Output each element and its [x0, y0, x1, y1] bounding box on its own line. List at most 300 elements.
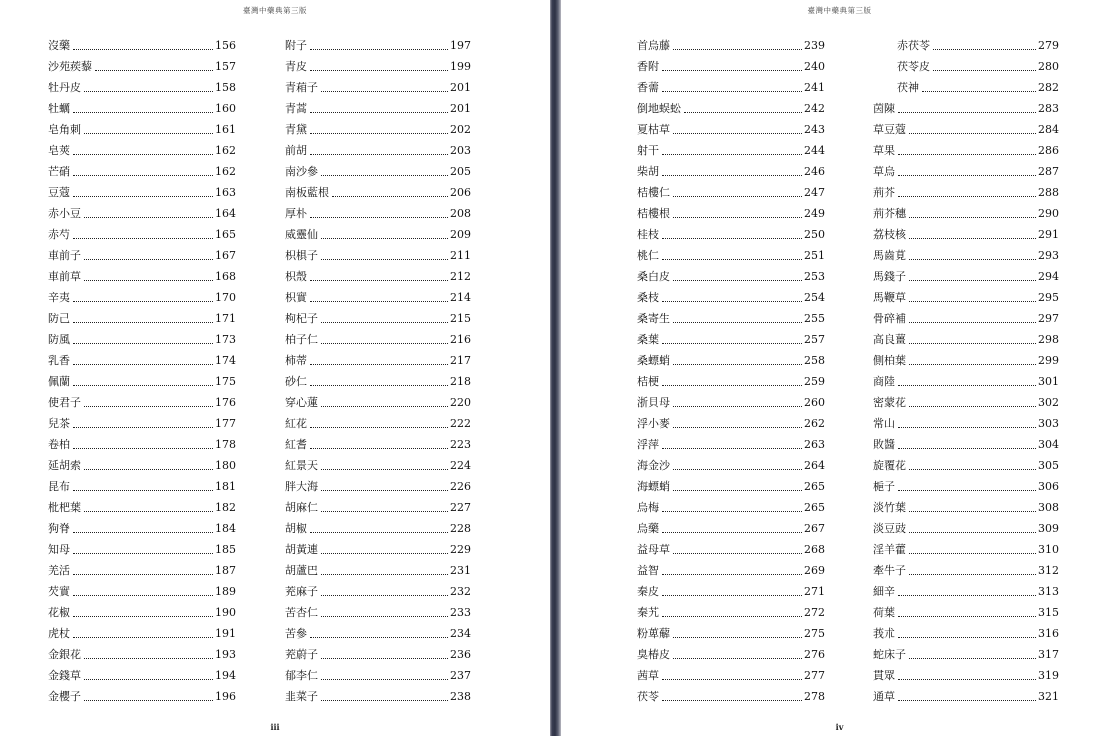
entry-name: 沒藥: [48, 39, 70, 52]
entry-name: 荔枝核: [873, 228, 906, 241]
entry-page-number: 294: [1038, 270, 1059, 283]
running-header: 臺灣中藥典第三版: [807, 6, 872, 15]
dot-leader: [898, 637, 1036, 638]
entry-page-number: 191: [215, 627, 236, 640]
page-number: iii: [270, 722, 280, 732]
toc-entry[interactable]: [48, 329, 236, 350]
toc-entry[interactable]: [285, 98, 471, 119]
entry-page-number: 182: [215, 501, 236, 514]
toc-entry[interactable]: [873, 581, 1059, 602]
toc-entry[interactable]: [873, 266, 1059, 287]
toc-entry[interactable]: [48, 560, 236, 581]
entry-name: 辛夷: [48, 291, 70, 304]
entry-page-number: 193: [215, 648, 236, 661]
entry-page-number: 196: [215, 690, 236, 703]
entry-name: 密蒙花: [873, 396, 906, 409]
entry-name: 秦艽: [637, 606, 659, 619]
entry-page-number: 175: [215, 375, 236, 388]
toc-entry[interactable]: [873, 140, 1059, 161]
toc-entry[interactable]: [48, 665, 236, 686]
toc-entry[interactable]: [48, 518, 236, 539]
toc-entry[interactable]: [873, 518, 1059, 539]
toc-entry[interactable]: [873, 119, 1059, 140]
entry-page-number: 284: [1038, 123, 1059, 136]
dot-leader: [673, 658, 802, 659]
toc-entry[interactable]: [637, 686, 825, 707]
entry-page-number: 295: [1038, 291, 1059, 304]
toc-entry[interactable]: [637, 413, 825, 434]
entry-page-number: 162: [215, 165, 236, 178]
toc-entry[interactable]: [637, 476, 825, 497]
entry-name: 敗醬: [873, 438, 895, 451]
toc-entry[interactable]: [637, 497, 825, 518]
entry-page-number: 291: [1038, 228, 1059, 241]
entry-name: 紅花: [285, 417, 307, 430]
toc-entry[interactable]: [873, 686, 1059, 707]
entry-page-number: 279: [1038, 39, 1059, 52]
dot-leader: [684, 112, 802, 113]
dot-leader: [673, 322, 802, 323]
toc-entry[interactable]: [873, 35, 1059, 56]
entry-name: 赤芍: [48, 228, 70, 241]
toc-entry[interactable]: [48, 623, 236, 644]
toc-entry[interactable]: [48, 119, 236, 140]
toc-entry[interactable]: [285, 602, 471, 623]
entry-page-number: 288: [1038, 186, 1059, 199]
dot-leader: [321, 658, 448, 659]
dot-leader: [73, 553, 213, 554]
toc-entry[interactable]: [285, 665, 471, 686]
entry-page-number: 228: [450, 522, 471, 535]
toc-entry[interactable]: [637, 329, 825, 350]
toc-entry[interactable]: [637, 140, 825, 161]
toc-entry[interactable]: [637, 287, 825, 308]
dot-leader: [321, 322, 448, 323]
toc-entry[interactable]: [637, 434, 825, 455]
toc-entry[interactable]: [873, 392, 1059, 413]
entry-page-number: 298: [1038, 333, 1059, 346]
entry-page-number: 185: [215, 543, 236, 556]
toc-entry[interactable]: [873, 434, 1059, 455]
dot-leader: [933, 70, 1036, 71]
toc-entry[interactable]: [285, 245, 471, 266]
toc-entry[interactable]: [285, 686, 471, 707]
entry-name: 乳香: [48, 354, 70, 367]
entry-page-number: 283: [1038, 102, 1059, 115]
toc-entry[interactable]: [873, 476, 1059, 497]
dot-leader: [321, 574, 448, 575]
toc-entry[interactable]: [285, 434, 471, 455]
toc-entry[interactable]: [637, 308, 825, 329]
entry-page-number: 220: [450, 396, 471, 409]
page-number: iv: [835, 722, 844, 732]
entry-name: 紅耆: [285, 438, 307, 451]
dot-leader: [898, 175, 1036, 176]
toc-entry[interactable]: [637, 560, 825, 581]
entry-page-number: 157: [215, 60, 236, 73]
toc-entry[interactable]: [285, 287, 471, 308]
entry-page-number: 160: [215, 102, 236, 115]
entry-name: 牡蠣: [48, 102, 70, 115]
entry-name: 防己: [48, 312, 70, 325]
toc-entry[interactable]: [48, 602, 236, 623]
entry-page-number: 271: [804, 585, 825, 598]
entry-name: 胖大海: [285, 480, 318, 493]
dot-leader: [898, 490, 1036, 491]
entry-page-number: 255: [804, 312, 825, 325]
toc-entry[interactable]: [873, 602, 1059, 623]
entry-page-number: 234: [450, 627, 471, 640]
dot-leader: [73, 175, 213, 176]
entry-name: 茯神: [897, 81, 919, 94]
dot-leader: [84, 658, 213, 659]
toc-entry[interactable]: [48, 161, 236, 182]
entry-page-number: 293: [1038, 249, 1059, 262]
entry-page-number: 264: [804, 459, 825, 472]
toc-entry[interactable]: [48, 455, 236, 476]
toc-entry[interactable]: [285, 56, 471, 77]
toc-entry[interactable]: [285, 182, 471, 203]
dot-leader: [662, 532, 802, 533]
dot-leader: [310, 133, 448, 134]
toc-entry[interactable]: [637, 539, 825, 560]
toc-entry[interactable]: [48, 140, 236, 161]
toc-entry[interactable]: [48, 413, 236, 434]
dot-leader: [898, 448, 1036, 449]
toc-entry[interactable]: [637, 35, 825, 56]
toc-entry[interactable]: [285, 308, 471, 329]
dot-leader: [909, 133, 1036, 134]
toc-entry[interactable]: [637, 266, 825, 287]
entry-name: 通草: [873, 690, 895, 703]
entry-name: 羌活: [48, 564, 70, 577]
entry-page-number: 238: [450, 690, 471, 703]
dot-leader: [662, 511, 802, 512]
entry-page-number: 302: [1038, 396, 1059, 409]
toc-entry[interactable]: [873, 497, 1059, 518]
entry-name: 浙貝母: [637, 396, 670, 409]
dot-leader: [909, 259, 1036, 260]
entry-page-number: 277: [804, 669, 825, 682]
toc-entry[interactable]: [637, 665, 825, 686]
entry-name: 馬鞭草: [873, 291, 906, 304]
entry-name: 草豆蔻: [873, 123, 906, 136]
entry-name: 側柏葉: [873, 354, 906, 367]
toc-entry[interactable]: [637, 56, 825, 77]
dot-leader: [73, 616, 213, 617]
entry-name: 車前草: [48, 270, 81, 283]
toc-entry[interactable]: [637, 602, 825, 623]
entry-name: 臭椿皮: [637, 648, 670, 661]
entry-page-number: 287: [1038, 165, 1059, 178]
toc-entry[interactable]: [48, 371, 236, 392]
toc-entry[interactable]: [48, 77, 236, 98]
toc-entry[interactable]: [285, 497, 471, 518]
dot-leader: [662, 238, 802, 239]
dot-leader: [898, 679, 1036, 680]
dot-leader: [673, 364, 802, 365]
dot-leader: [310, 385, 448, 386]
toc-entry[interactable]: [48, 182, 236, 203]
dot-leader: [909, 658, 1036, 659]
toc-entry[interactable]: [637, 581, 825, 602]
toc-entry[interactable]: [637, 224, 825, 245]
toc-entry[interactable]: [873, 98, 1059, 119]
toc-entry[interactable]: [285, 119, 471, 140]
dot-leader: [909, 343, 1036, 344]
dot-leader: [898, 616, 1036, 617]
entry-page-number: 239: [804, 39, 825, 52]
toc-entry[interactable]: [48, 35, 236, 56]
dot-leader: [84, 700, 213, 701]
entry-name: 浮萍: [637, 438, 659, 451]
toc-entry[interactable]: [48, 581, 236, 602]
toc-entry[interactable]: [285, 266, 471, 287]
toc-entry[interactable]: [873, 287, 1059, 308]
dot-leader: [73, 49, 213, 50]
toc-entry[interactable]: [285, 224, 471, 245]
entry-page-number: 222: [450, 417, 471, 430]
entry-page-number: 197: [450, 39, 471, 52]
toc-entry[interactable]: [873, 161, 1059, 182]
dot-leader: [909, 406, 1036, 407]
toc-entry[interactable]: [48, 539, 236, 560]
toc-entry[interactable]: [48, 308, 236, 329]
toc-entry[interactable]: [285, 140, 471, 161]
toc-entry[interactable]: [48, 392, 236, 413]
toc-entry[interactable]: [873, 245, 1059, 266]
dot-leader: [73, 364, 213, 365]
toc-entry[interactable]: [48, 245, 236, 266]
entry-name: 韭菜子: [285, 690, 318, 703]
toc-entry[interactable]: [48, 287, 236, 308]
dot-leader: [673, 490, 802, 491]
dot-leader: [73, 112, 213, 113]
toc-entry[interactable]: [637, 161, 825, 182]
entry-page-number: 163: [215, 186, 236, 199]
entry-page-number: 282: [1038, 81, 1059, 94]
entry-page-number: 275: [804, 627, 825, 640]
entry-name: 梔子: [873, 480, 895, 493]
toc-entry[interactable]: [637, 392, 825, 413]
dot-leader: [662, 616, 802, 617]
toc-entry[interactable]: [873, 308, 1059, 329]
dot-leader: [310, 364, 448, 365]
toc-entry[interactable]: [873, 56, 1059, 77]
entry-page-number: 267: [804, 522, 825, 535]
toc-entry[interactable]: [637, 77, 825, 98]
entry-page-number: 205: [450, 165, 471, 178]
toc-entry[interactable]: [285, 539, 471, 560]
toc-entry[interactable]: [873, 182, 1059, 203]
dot-leader: [84, 133, 213, 134]
entry-name: 桃仁: [637, 249, 659, 262]
dot-leader: [73, 322, 213, 323]
toc-entry[interactable]: [285, 476, 471, 497]
entry-name: 金錢草: [48, 669, 81, 682]
toc-entry[interactable]: [285, 560, 471, 581]
dot-leader: [84, 469, 213, 470]
entry-name: 香附: [637, 60, 659, 73]
toc-entry[interactable]: [637, 371, 825, 392]
dot-leader: [662, 343, 802, 344]
toc-entry[interactable]: [285, 203, 471, 224]
entry-name: 桔梗: [637, 375, 659, 388]
entry-page-number: 201: [450, 102, 471, 115]
toc-entry[interactable]: [637, 182, 825, 203]
toc-entry[interactable]: [285, 350, 471, 371]
entry-name: 桔樓根: [637, 207, 670, 220]
toc-entry[interactable]: [637, 644, 825, 665]
toc-entry[interactable]: [48, 56, 236, 77]
entry-name: 皂角刺: [48, 123, 81, 136]
entry-name: 知母: [48, 543, 70, 556]
entry-page-number: 290: [1038, 207, 1059, 220]
toc-entry[interactable]: [285, 413, 471, 434]
toc-entry[interactable]: [873, 413, 1059, 434]
dot-leader: [321, 91, 448, 92]
toc-entry[interactable]: [285, 35, 471, 56]
dot-leader: [898, 427, 1036, 428]
entry-name: 海金沙: [637, 459, 670, 472]
toc-column: [48, 35, 236, 707]
toc-entry[interactable]: [285, 518, 471, 539]
entry-page-number: 168: [215, 270, 236, 283]
toc-entry[interactable]: [285, 644, 471, 665]
toc-entry[interactable]: [873, 644, 1059, 665]
toc-entry[interactable]: [873, 560, 1059, 581]
toc-entry[interactable]: [637, 98, 825, 119]
entry-page-number: 202: [450, 123, 471, 136]
toc-entry[interactable]: [637, 518, 825, 539]
entry-page-number: 174: [215, 354, 236, 367]
entry-page-number: 244: [804, 144, 825, 157]
entry-page-number: 203: [450, 144, 471, 157]
entry-page-number: 304: [1038, 438, 1059, 451]
entry-page-number: 218: [450, 375, 471, 388]
entry-name: 苦參: [285, 627, 307, 640]
entry-name: 桂枝: [637, 228, 659, 241]
entry-name: 桔樓仁: [637, 186, 670, 199]
toc-entry[interactable]: [873, 371, 1059, 392]
dot-leader: [662, 679, 802, 680]
entry-name: 柿蒂: [285, 354, 307, 367]
entry-page-number: 265: [804, 480, 825, 493]
dot-leader: [933, 49, 1036, 50]
toc-entry[interactable]: [873, 350, 1059, 371]
entry-name: 胡麻仁: [285, 501, 318, 514]
toc-entry[interactable]: [285, 455, 471, 476]
entry-page-number: 241: [804, 81, 825, 94]
entry-name: 穿心蓮: [285, 396, 318, 409]
toc-entry[interactable]: [48, 686, 236, 707]
dot-leader: [84, 259, 213, 260]
toc-entry[interactable]: [637, 350, 825, 371]
entry-name: 使君子: [48, 396, 81, 409]
toc-entry[interactable]: [48, 266, 236, 287]
dot-leader: [321, 175, 448, 176]
toc-entry[interactable]: [873, 455, 1059, 476]
toc-entry[interactable]: [48, 203, 236, 224]
toc-entry[interactable]: [873, 224, 1059, 245]
entry-page-number: 223: [450, 438, 471, 451]
dot-leader: [310, 112, 448, 113]
toc-entry[interactable]: [48, 644, 236, 665]
toc-entry[interactable]: [48, 497, 236, 518]
dot-leader: [898, 595, 1036, 596]
entry-name: 首烏藤: [637, 39, 670, 52]
toc-entry[interactable]: [873, 329, 1059, 350]
toc-entry[interactable]: [285, 371, 471, 392]
dot-leader: [909, 238, 1036, 239]
toc-entry[interactable]: [873, 203, 1059, 224]
entry-name: 金櫻子: [48, 690, 81, 703]
entry-page-number: 173: [215, 333, 236, 346]
entry-page-number: 156: [215, 39, 236, 52]
toc-entry[interactable]: [48, 434, 236, 455]
dot-leader: [310, 217, 448, 218]
dot-leader: [321, 259, 448, 260]
toc-entry[interactable]: [873, 539, 1059, 560]
toc-entry[interactable]: [285, 392, 471, 413]
entry-page-number: 280: [1038, 60, 1059, 73]
toc-entry[interactable]: [873, 77, 1059, 98]
dot-leader: [73, 196, 213, 197]
dot-leader: [321, 595, 448, 596]
dot-leader: [73, 385, 213, 386]
toc-entry[interactable]: [285, 329, 471, 350]
dot-leader: [673, 196, 802, 197]
dot-leader: [310, 301, 448, 302]
entry-page-number: 216: [450, 333, 471, 346]
entry-name: 淫羊藿: [873, 543, 906, 556]
toc-entry[interactable]: [637, 245, 825, 266]
entry-page-number: 254: [804, 291, 825, 304]
entry-page-number: 297: [1038, 312, 1059, 325]
toc-entry[interactable]: [285, 581, 471, 602]
dot-leader: [321, 343, 448, 344]
toc-entry[interactable]: [48, 98, 236, 119]
entry-page-number: 313: [1038, 585, 1059, 598]
entry-name: 郁李仁: [285, 669, 318, 682]
toc-entry[interactable]: [285, 623, 471, 644]
entry-name: 莪朮: [873, 627, 895, 640]
entry-page-number: 240: [804, 60, 825, 73]
toc-entry[interactable]: [637, 623, 825, 644]
toc-entry[interactable]: [637, 203, 825, 224]
dot-leader: [321, 511, 448, 512]
entry-name: 車前子: [48, 249, 81, 262]
toc-entry[interactable]: [48, 476, 236, 497]
entry-page-number: 316: [1038, 627, 1059, 640]
toc-entry[interactable]: [637, 455, 825, 476]
entry-name: 荷葉: [873, 606, 895, 619]
dot-leader: [673, 133, 802, 134]
toc-entry[interactable]: [285, 161, 471, 182]
entry-name: 烏梅: [637, 501, 659, 514]
toc-entry[interactable]: [873, 665, 1059, 686]
entry-name: 淡豆豉: [873, 522, 906, 535]
dot-leader: [84, 217, 213, 218]
toc-entry[interactable]: [873, 623, 1059, 644]
toc-entry[interactable]: [285, 77, 471, 98]
dot-leader: [332, 196, 448, 197]
dot-leader: [310, 280, 448, 281]
toc-entry[interactable]: [48, 350, 236, 371]
toc-entry[interactable]: [637, 119, 825, 140]
toc-entry[interactable]: [48, 224, 236, 245]
entry-page-number: 312: [1038, 564, 1059, 577]
